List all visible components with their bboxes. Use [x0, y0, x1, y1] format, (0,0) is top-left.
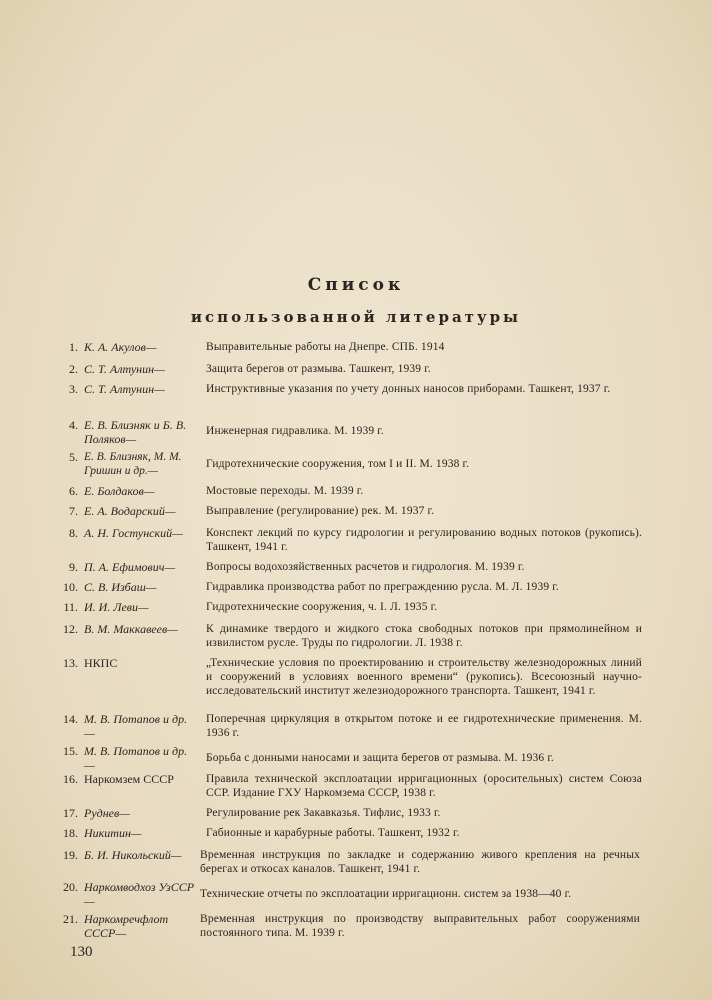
- entry-number: 21.: [63, 912, 78, 926]
- entry-text: Выправительные работы на Днепре. СПБ. 1914: [206, 341, 445, 353]
- entry-number: 12.: [63, 622, 78, 636]
- entry-text: Защита берегов от размыва. Ташкент, 1939 г.: [206, 363, 431, 375]
- entry-number: 8.: [69, 526, 78, 540]
- entry-author: Никитин—: [84, 826, 142, 840]
- entry-number: 1.: [69, 340, 78, 354]
- page-number: 130: [70, 944, 93, 960]
- entry-text: Поперечная циркуляция в открытом потоке и ее гидротехнические применения. М. 1936 г.: [206, 713, 642, 739]
- entry-author: В. М. Маккавеев—: [84, 622, 178, 636]
- entry-text: Вопросы водохозяйственных расчетов и гидрология. М. 1939 г.: [206, 561, 525, 573]
- entry-author: Е. В. Близняк и Б. В. Поляков—: [84, 418, 187, 446]
- entry-number: 6.: [69, 484, 78, 498]
- entry-number: 15.: [63, 744, 78, 758]
- entry-text: К динамике твердого и жидкого стока свободных потоков при прямолинейном и извилистом русле. Труды по гидрологии. Л. 1938 г.: [206, 623, 642, 649]
- entry-author: Е. А. Водарский—: [84, 504, 176, 518]
- entry-author: П. А. Ефимович—: [84, 560, 176, 574]
- entry-author: Наркомводхоз УзССР—: [84, 880, 195, 908]
- entry-number: 9.: [69, 560, 78, 574]
- entry-author: Руднев—: [84, 806, 130, 820]
- entry-author: И. И. Леви—: [84, 600, 149, 614]
- entry-text: Временная инструкция по производству выправительных работ сооружениями постоянного типа. М. 1939 г.: [200, 913, 640, 939]
- entry-text: Борьба с донными наносами и защита берегов от размыва. М. 1936 г.: [206, 752, 554, 764]
- entry-text: Инженерная гидравлика. М. 1939 г.: [206, 425, 384, 437]
- entry-number: 19.: [63, 848, 78, 862]
- entry-number: 13.: [63, 656, 78, 670]
- entry-text: Мостовые переходы. М. 1939 г.: [206, 485, 364, 497]
- entry-text: Конспект лекций по курсу гидрологии и регулированию водных потоков (рукопись). Ташкент, 1941 г.: [206, 527, 642, 553]
- entry-text: Технические отчеты по эксплоатации ирригационн. систем за 1938—40 г.: [200, 888, 572, 900]
- entry-number: 4.: [69, 418, 78, 432]
- entry-text: Инструктивные указания по учету донных наносов приборами. Ташкент, 1937 г.: [206, 383, 611, 395]
- entry-text: Гидротехнические сооружения, ч. I. Л. 1935 г.: [206, 601, 438, 613]
- entry-author: НКПС: [84, 656, 118, 670]
- entry-author: С. Т. Алтунин—: [84, 362, 165, 376]
- entry-text: Регулирование рек Закавказья. Тифлис, 1933 г.: [206, 807, 441, 819]
- entry-number: 3.: [69, 382, 78, 396]
- entry-author: Наркомречфлот СССР—: [84, 912, 169, 940]
- entry-number: 20.: [63, 880, 78, 894]
- entry-number: 14.: [63, 712, 78, 726]
- entry-author: М. В. Потапов и др.—: [84, 712, 188, 740]
- entry-text: Временная инструкция по закладке и содержанию живого крепления на речных берегах и откосах каналов. Ташкент, 1941 г.: [200, 849, 640, 875]
- page-subtitle: использованной литературы: [190, 308, 522, 326]
- entry-text: Выправление (регулирование) рек. М. 1937 г.: [206, 505, 435, 517]
- entry-number: 10.: [63, 580, 78, 594]
- entry-author: Наркомзем СССР: [84, 772, 174, 786]
- entry-number: 11.: [63, 600, 78, 614]
- entry-number: 17.: [63, 806, 78, 820]
- entry-number: 2.: [69, 362, 78, 376]
- entry-number: 16.: [63, 772, 78, 786]
- entry-author: С. В. Избаш—: [84, 580, 157, 594]
- entry-author: Е. Болдаков—: [84, 484, 155, 498]
- entry-text: Гидротехнические сооружения, том I и II. М. 1938 г.: [206, 458, 470, 470]
- entry-author: А. Н. Гостунский—: [84, 526, 183, 540]
- entry-text: Габионные и карабурные работы. Ташкент, 1932 г.: [206, 827, 460, 839]
- entry-number: 7.: [69, 504, 78, 518]
- entry-number: 5.: [69, 450, 78, 464]
- page-title: Список: [307, 275, 405, 295]
- entry-author: К. А. Акулов—: [84, 340, 157, 354]
- entry-author: Б. И. Никольский—: [84, 848, 182, 862]
- entry-text: Правила технической эксплоатации ирригационных (оросительных) систем Союза ССР. Издание ГХУ Наркомзема СССР, 1938 г.: [206, 773, 642, 799]
- entry-number: 18.: [63, 826, 78, 840]
- entry-author: Е. В. Близняк, М. М. Гришин и др.—: [84, 451, 182, 477]
- entry-author: М. В. Потапов и др.—: [84, 744, 188, 772]
- entry-text: Гидравлика производства работ по преграждению русла. М. Л. 1939 г.: [206, 581, 559, 593]
- entry-author: С. Т. Алтунин—: [84, 382, 165, 396]
- entry-text: „Технические условия по проектированию и строительству железнодорожных линий и сооружений в условиях военного времени“ (рукопись). Всесоюзный научно-исследовательский институт железнодорожного транспорта. Ташкент, 1941 г.: [206, 657, 642, 697]
